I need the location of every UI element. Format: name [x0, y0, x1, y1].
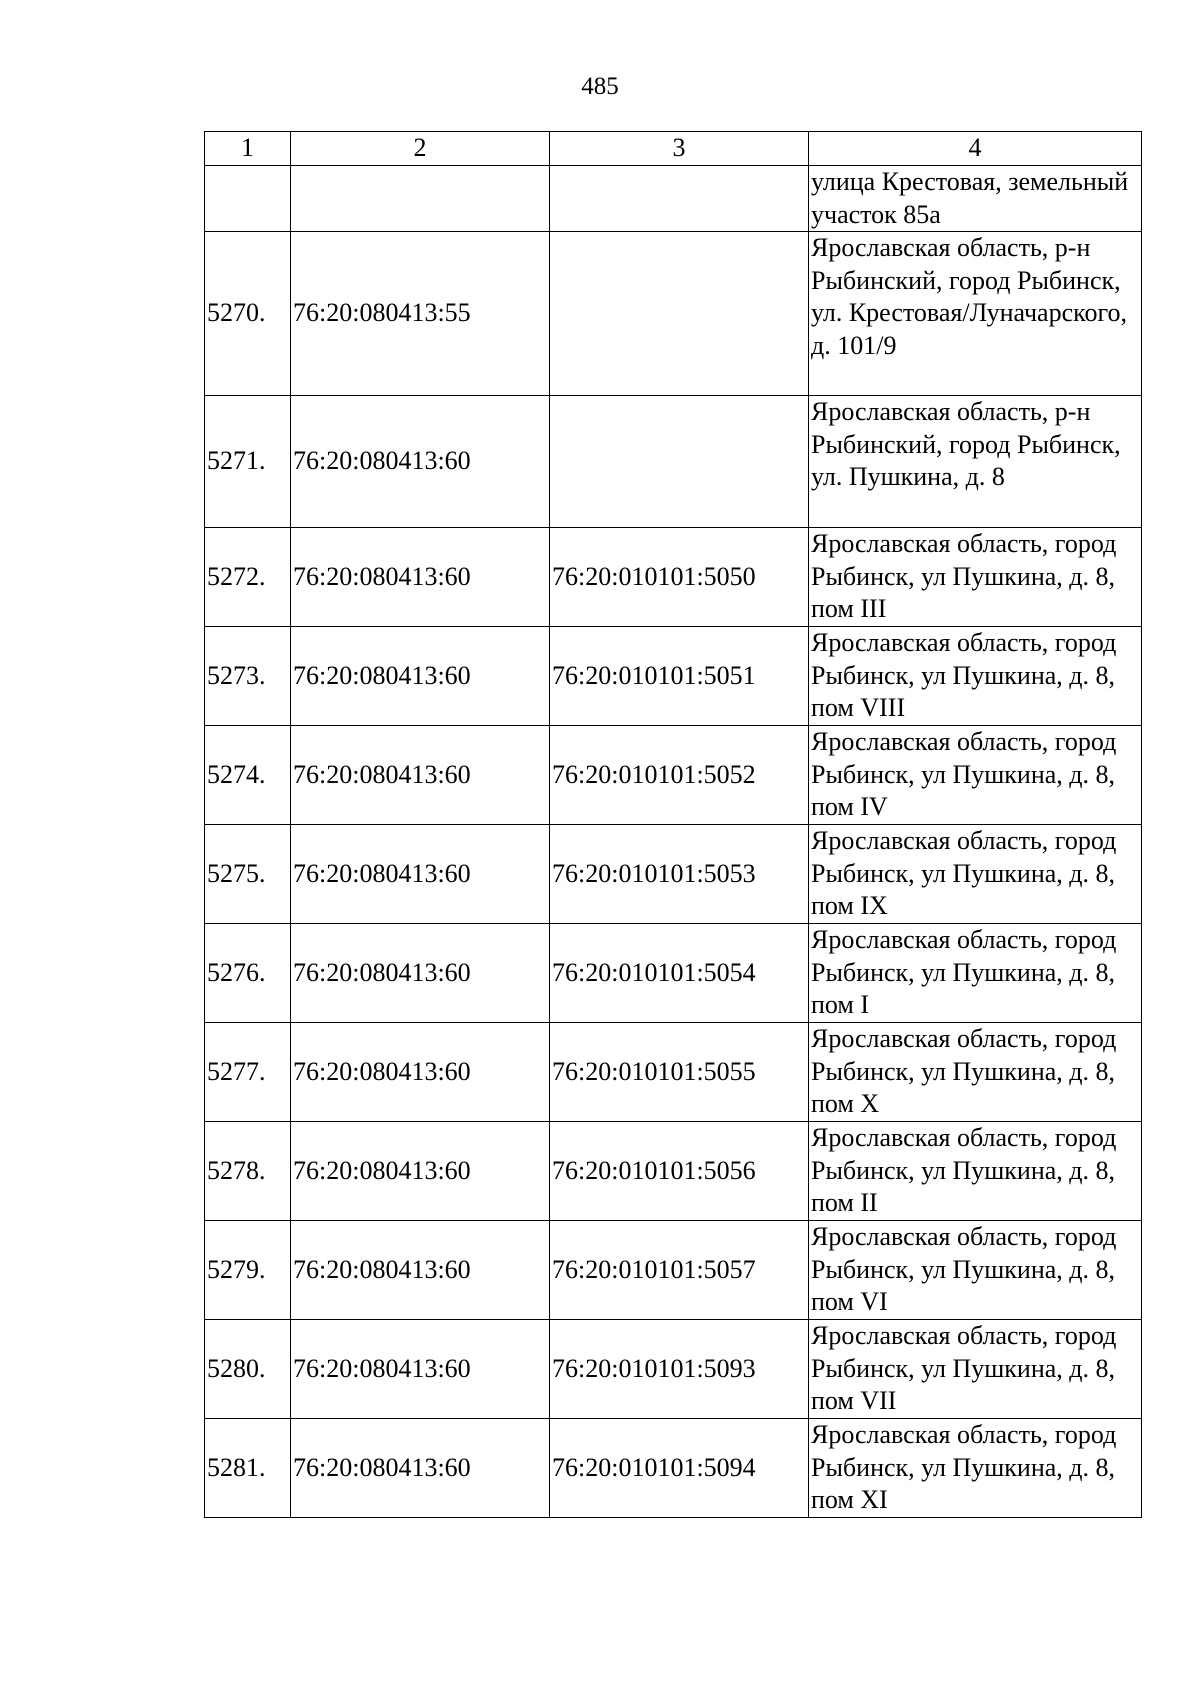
land-cadastral-number-cell: 76:20:080413:60 [291, 396, 550, 528]
address-cell: Ярославская область, город Рыбинск, ул Пушкина, д. 8, пом IV [809, 726, 1142, 825]
object-cadastral-number-cell: 76:20:010101:5055 [550, 1023, 809, 1122]
address-cell: улица Крестовая, земельный участок 85а [809, 166, 1142, 232]
column-header-1: 1 [205, 132, 291, 166]
table-row [205, 924, 1142, 1023]
row-number-cell: 5280. [205, 1320, 291, 1419]
address-cell: Ярославская область, город Рыбинск, ул Пушкина, д. 8, пом X [809, 1023, 1142, 1122]
address-cell: Ярославская область, город Рыбинск, ул Пушкина, д. 8, пом III [809, 528, 1142, 627]
object-cadastral-number-cell: 76:20:010101:5054 [550, 924, 809, 1023]
header-row [205, 132, 1142, 166]
address-cell: Ярославская область, город Рыбинск, ул Пушкина, д. 8, пом II [809, 1122, 1142, 1221]
table-row [205, 1320, 1142, 1419]
land-cadastral-number-cell: 76:20:080413:55 [291, 232, 550, 396]
object-cadastral-number-cell [550, 396, 809, 528]
row-number-cell: 5273. [205, 627, 291, 726]
row-number-cell: 5279. [205, 1221, 291, 1320]
row-number-cell: 5275. [205, 825, 291, 924]
table-row [205, 1023, 1142, 1122]
address-cell: Ярославская область, город Рыбинск, ул Пушкина, д. 8, пом VI [809, 1221, 1142, 1320]
table-row [205, 166, 1142, 232]
row-number-cell: 5277. [205, 1023, 291, 1122]
register-table [204, 131, 1142, 1518]
table-row [205, 726, 1142, 825]
land-cadastral-number-cell: 76:20:080413:60 [291, 1221, 550, 1320]
table-row [205, 396, 1142, 528]
land-cadastral-number-cell: 76:20:080413:60 [291, 924, 550, 1023]
object-cadastral-number-cell: 76:20:010101:5094 [550, 1419, 809, 1518]
row-number-cell: 5274. [205, 726, 291, 825]
address-cell: Ярославская область, город Рыбинск, ул Пушкина, д. 8, пом VII [809, 1320, 1142, 1419]
row-number-cell: 5278. [205, 1122, 291, 1221]
land-cadastral-number-cell: 76:20:080413:60 [291, 1122, 550, 1221]
land-cadastral-number-cell: 76:20:080413:60 [291, 726, 550, 825]
table-row [205, 1122, 1142, 1221]
object-cadastral-number-cell: 76:20:010101:5052 [550, 726, 809, 825]
column-header-4: 4 [809, 132, 1142, 166]
land-cadastral-number-cell: 76:20:080413:60 [291, 528, 550, 627]
object-cadastral-number-cell: 76:20:010101:5056 [550, 1122, 809, 1221]
address-cell: Ярославская область, город Рыбинск, ул Пушкина, д. 8, пом I [809, 924, 1142, 1023]
object-cadastral-number-cell: 76:20:010101:5053 [550, 825, 809, 924]
table-row [205, 627, 1142, 726]
row-number-cell: 5270. [205, 232, 291, 396]
column-header-3: 3 [550, 132, 809, 166]
table-row [205, 1419, 1142, 1518]
land-cadastral-number-cell: 76:20:080413:60 [291, 1320, 550, 1419]
object-cadastral-number-cell [550, 166, 809, 232]
row-number-cell: 5272. [205, 528, 291, 627]
address-cell: Ярославская область, город Рыбинск, ул Пушкина, д. 8, пом IX [809, 825, 1142, 924]
land-cadastral-number-cell: 76:20:080413:60 [291, 825, 550, 924]
page-number: 485 [581, 73, 619, 100]
table-row [205, 232, 1142, 396]
land-cadastral-number-cell: 76:20:080413:60 [291, 1419, 550, 1518]
row-number-cell: 5271. [205, 396, 291, 528]
land-cadastral-number-cell: 76:20:080413:60 [291, 627, 550, 726]
table-row [205, 1221, 1142, 1320]
object-cadastral-number-cell: 76:20:010101:5057 [550, 1221, 809, 1320]
table-row [205, 528, 1142, 627]
address-cell: Ярославская область, город Рыбинск, ул Пушкина, д. 8, пом XI [809, 1419, 1142, 1518]
address-cell: Ярославская область, р-н Рыбинский, город Рыбинск, ул. Крестовая/Луначарского, д. 101/9 [809, 232, 1142, 396]
land-cadastral-number-cell: 76:20:080413:60 [291, 1023, 550, 1122]
address-cell: Ярославская область, город Рыбинск, ул Пушкина, д. 8, пом VIII [809, 627, 1142, 726]
row-number-cell [205, 166, 291, 232]
object-cadastral-number-cell: 76:20:010101:5051 [550, 627, 809, 726]
object-cadastral-number-cell: 76:20:010101:5050 [550, 528, 809, 627]
table-row [205, 825, 1142, 924]
row-number-cell: 5281. [205, 1419, 291, 1518]
object-cadastral-number-cell: 76:20:010101:5093 [550, 1320, 809, 1419]
row-number-cell: 5276. [205, 924, 291, 1023]
object-cadastral-number-cell [550, 232, 809, 396]
land-cadastral-number-cell [291, 166, 550, 232]
table-body [205, 166, 1142, 1518]
column-header-2: 2 [291, 132, 550, 166]
address-cell: Ярославская область, р-н Рыбинский, город Рыбинск, ул. Пушкина, д. 8 [809, 396, 1142, 528]
